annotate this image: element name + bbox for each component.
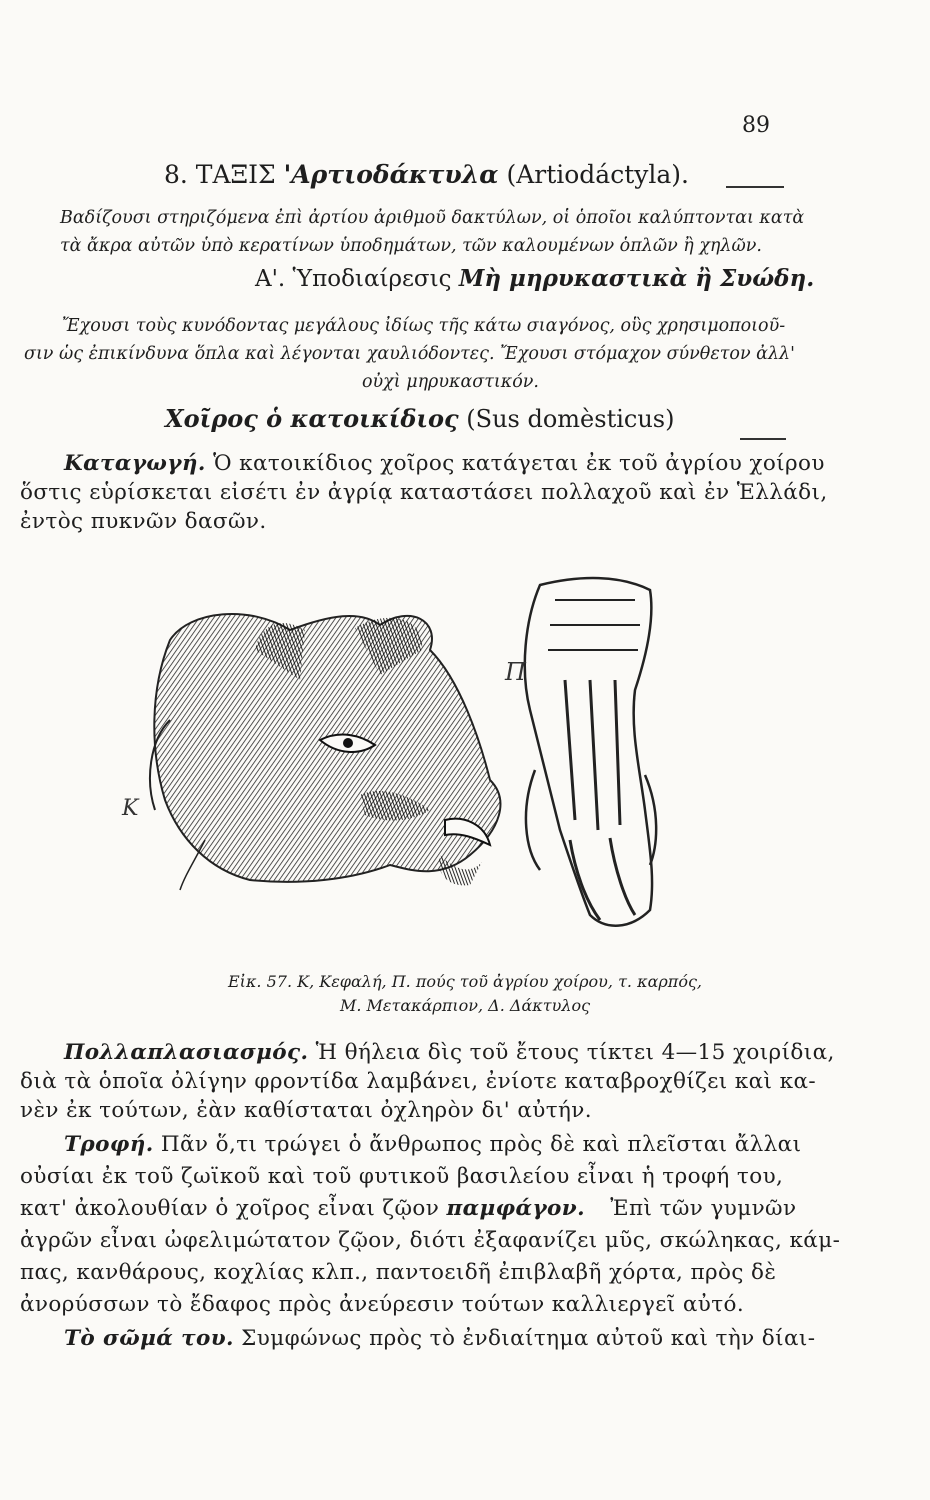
food-line: ἀγρῶν εἶναι ὠφελιμώτατον ζῷον, διότι ἐξαφανίζει μῦς, σκώληκας, κάμ- bbox=[20, 1228, 841, 1253]
food-text: Ἐπὶ τῶν γυμνῶν bbox=[610, 1196, 797, 1221]
origin-line bbox=[64, 451, 825, 476]
food-line bbox=[64, 1132, 801, 1157]
food-text: κατ' ἀκολουθίαν ὁ χοῖρος εἶναι ζῷον bbox=[20, 1196, 440, 1221]
order-heading-latin: (Artiodáctyla). bbox=[506, 160, 689, 189]
food-emphasis: παμφάγον. bbox=[446, 1196, 585, 1221]
origin-lead: Καταγωγή. bbox=[64, 451, 206, 476]
figure-caption-line1: Εἰκ. 57. Κ, Κεφαλή, Π. πούς τοῦ ἀγρίου χοίρου, τ. καρπός, bbox=[227, 972, 702, 991]
subdivision-desc-line: σιν ὡς ἐπικίνδυνα ὅπλα καὶ λέγονται χαυλιόδοντες. Ἔχουσι στόμαχον σύνθετον ἀλλ' bbox=[24, 344, 795, 364]
origin-line: ἐντὸς πυκνῶν δασῶν. bbox=[20, 509, 267, 534]
boar-head-illustration bbox=[150, 614, 500, 890]
food-line: οὐσίαι ἐκ τοῦ ζωϊκοῦ καὶ τοῦ φυτικοῦ βασιλείου εἶναι ἡ τροφή του, bbox=[20, 1164, 784, 1189]
wild-boar-figure bbox=[110, 570, 810, 950]
reproduction-line bbox=[64, 1040, 835, 1065]
subdivision-desc-line: Ἔχουσι τοὺς κυνόδοντας μεγάλους ἰδίως τῆς κάτω σιαγόνος, οὓς χρησιμοποιοῦ- bbox=[62, 316, 786, 336]
body-lead: Τὸ σῶμά του. bbox=[64, 1326, 234, 1351]
order-heading bbox=[164, 160, 689, 189]
origin-text: Ὁ κατοικίδιος χοῖρος κατάγεται ἐκ τοῦ ἀγρίου χοίρου bbox=[213, 451, 825, 476]
reproduction-text: Ἡ θήλεια δὶς τοῦ ἔτους τίκτει 4—15 χοιρίδια, bbox=[315, 1040, 835, 1065]
body-line bbox=[64, 1326, 815, 1351]
species-greek-name: Χοῖρος ὁ κατοικίδιος bbox=[165, 404, 459, 433]
order-heading-greek: 'Αρτιοδάκτυλα bbox=[283, 160, 499, 189]
order-heading-prefix: 8. ΤΑΞΙΣ bbox=[164, 160, 276, 189]
figure-caption-line2: Μ. Μετακάρπιον, Δ. Δάκτυλος bbox=[339, 996, 591, 1015]
reproduction-lead: Πολλαπλασιασμός. bbox=[64, 1040, 309, 1065]
reproduction-line: διὰ τὰ ὁποῖα ὀλίγην φροντίδα λαμβάνει, ἐνίοτε καταβροχθίζει καὶ κα- bbox=[20, 1069, 817, 1094]
food-lead: Τροφή. bbox=[64, 1132, 154, 1157]
species-heading bbox=[165, 404, 674, 433]
subdivision-name: Μὴ μηρυκαστικὰ ἢ Συώδη. bbox=[458, 265, 815, 292]
intro-line: Βαδίζουσι στηριζόμενα ἐπὶ ἀρτίου ἀριθμοῦ δακτύλων, οἱ ὁποῖοι καλύπτονται κατὰ bbox=[60, 208, 805, 228]
body-text: Συμφώνως πρὸς τὸ ἐνδιαίτημα αὐτοῦ καὶ τὴν δίαι- bbox=[241, 1326, 816, 1351]
reproduction-line: νὲν ἐκ τούτων, ἐὰν καθίσταται ὀχληρὸν δι' αὐτήν. bbox=[20, 1098, 593, 1123]
species-latin-name: (Sus domèsticus) bbox=[466, 405, 675, 433]
food-line: ἀνορύσσων τὸ ἔδαφος πρὸς ἀνεύρεσιν τούτων καλλιεργεῖ αὐτό. bbox=[20, 1292, 745, 1317]
figure-label-k: Κ bbox=[122, 796, 139, 821]
species-rule bbox=[740, 438, 786, 440]
food-line: πας, κανθάρους, κοχλίας κλπ., παντοειδῆ ἐπιβλαβῆ χόρτα, πρὸς δὲ bbox=[20, 1260, 777, 1285]
food-text: Πᾶν ὅ,τι τρώγει ὁ ἄνθρωπος πρὸς δὲ καὶ πλεῖσται ἄλλαι bbox=[160, 1132, 802, 1157]
origin-line: ὅστις εὑρίσκεται εἰσέτι ἐν ἀγρίᾳ καταστάσει πολλαχοῦ καὶ ἐν Ἑλλάδι, bbox=[20, 480, 828, 505]
subdivision-label: Α'. Ὑποδιαίρεσις bbox=[255, 266, 452, 292]
subdivision-heading bbox=[255, 265, 814, 292]
boar-foot-skeleton-illustration bbox=[525, 578, 656, 926]
subdivision-desc-line: οὐχὶ μηρυκαστικόν. bbox=[362, 372, 539, 392]
figure-label-p: Π bbox=[505, 658, 526, 686]
food-line bbox=[20, 1196, 796, 1221]
intro-line: τὰ ἄκρα αὐτῶν ὑπὸ κερατίνων ὑποδημάτων, τῶν καλουμένων ὁπλῶν ἢ χηλῶν. bbox=[60, 236, 762, 256]
heading-rule bbox=[726, 186, 784, 188]
page-number: 89 bbox=[742, 113, 770, 138]
